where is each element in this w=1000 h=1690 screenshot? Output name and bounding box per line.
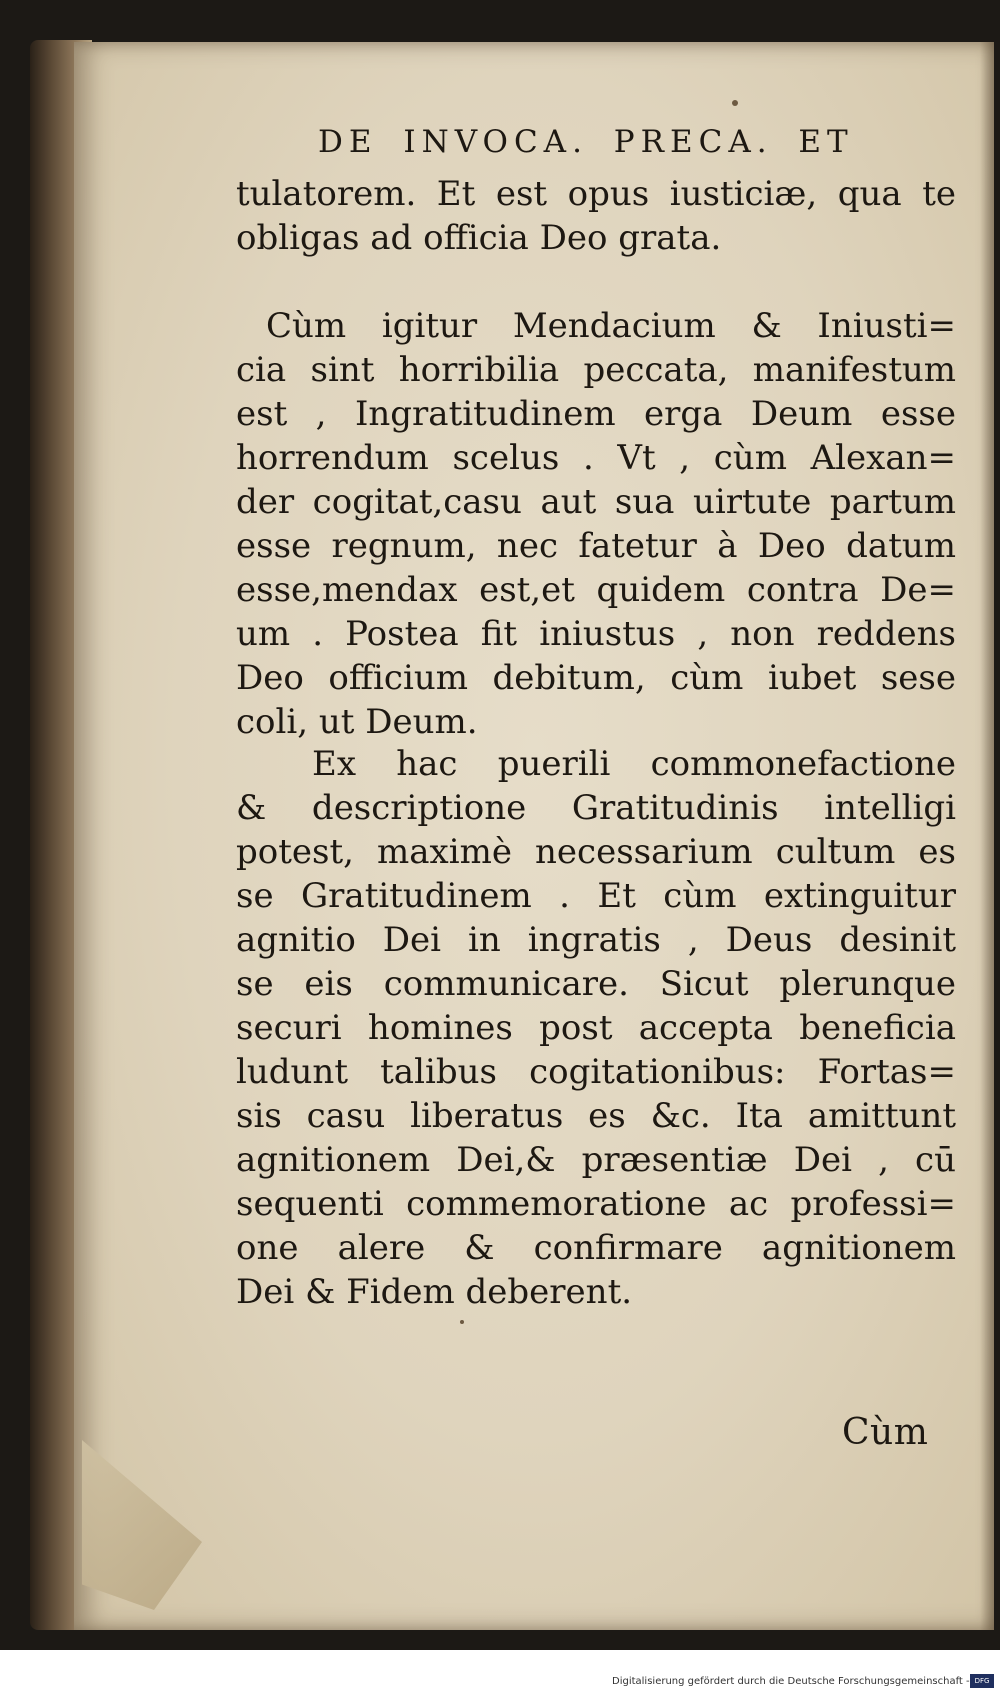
text-line: est , Ingratitudinem erga Deum esse [236,394,956,434]
ink-spot [460,1320,464,1324]
page-edge-shadow [980,42,994,1630]
text-line: der cogitat,casu aut sua uirtute partum [236,482,956,522]
text-line: horrendum scelus . Vt , cùm Alexan= [236,438,956,478]
text-line: & descriptione Gratitudinis intelligi [236,788,956,828]
text-line: agnitionem Dei,& præsentiæ Dei , cū [236,1140,956,1180]
text-line: securi homines post accepta beneficia [236,1008,956,1048]
text-line: sis casu liberatus es &c. Ita amittunt [236,1096,956,1136]
text-line: obligas ad officia Deo grata. [236,218,722,258]
footer-credit: Digitalisierung gefördert durch die Deutsche Forschungsgemeinschaft - [612,1676,970,1687]
text-line: potest, maximè necessarium cultum es [236,832,956,872]
text-line: se Gratitudinem . Et cùm extinguitur [236,876,956,916]
text-line: cia sint horribilia peccata, manifestum [236,350,956,390]
catchword: Cùm [842,1412,929,1453]
text-line: Dei & Fidem deberent. [236,1272,633,1312]
text-line: um . Postea fit iniustus , non reddens [236,614,956,654]
dfg-logo: DFG [970,1674,994,1688]
text-line: Ex hac puerili commonefactione [312,744,956,784]
text-line: sequenti commemoratione ac professi= [236,1184,956,1224]
text-line: one alere & confirmare agnitionem [236,1228,956,1268]
text-line: tulatorem. Et est opus iusticiæ, qua te [236,174,956,214]
ink-spot [732,100,738,106]
running-head: DE INVOCA. PRECA. ET [318,124,854,160]
text-line: esse regnum, nec fatetur à Deo datum [236,526,956,566]
text-line: esse,mendax est,et quidem contra De= [236,570,956,610]
text-line: Deo officium debitum, cùm iubet sese [236,658,956,698]
text-line: agnitio Dei in ingratis , Deus desinit [236,920,956,960]
text-line: Cùm igitur Mendacium & Iniusti= [266,306,956,346]
text-line: coli, ut Deum. [236,702,478,742]
text-line: se eis communicare. Sicut plerunque [236,964,956,1004]
text-line: ludunt talibus cogitationibus: Fortas= [236,1052,956,1092]
